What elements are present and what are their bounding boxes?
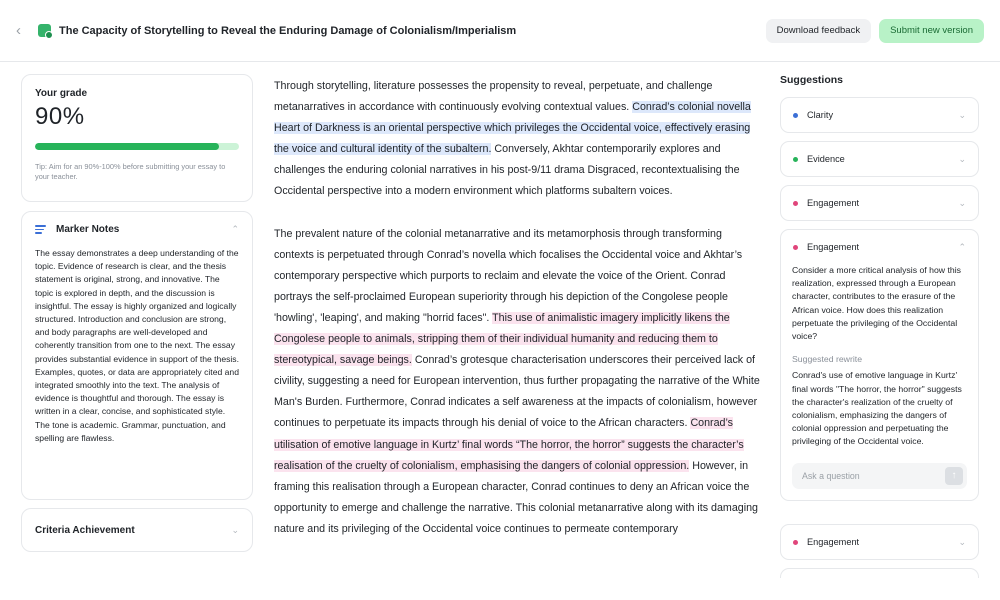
- suggestion-row[interactable]: [781, 230, 978, 264]
- suggestion-engagement-2[interactable]: [780, 524, 979, 560]
- chevron-up-icon[interactable]: ⌃: [958, 241, 966, 252]
- suggested-rewrite: Conrad's use of emotive language in Kurtz' final words "The horror, the horror" suggests the character's realization of the cruelty of colonialism, emphasizing the dangers of colonial oppression and perpetuating the privileging of the Occidental voice.: [792, 370, 962, 447]
- page-title: The Capacity of Storytelling to Reveal the Enduring Damage of Colonialism/Imperialism: [59, 24, 517, 37]
- dot-icon: [793, 157, 798, 162]
- chevron-down-icon[interactable]: ⌄: [231, 524, 239, 535]
- suggestion-evidence[interactable]: [780, 141, 979, 177]
- criteria-title: Criteria Achievement: [35, 524, 135, 536]
- document-icon: [38, 24, 51, 37]
- rewrite-label: Suggested rewrite: [792, 354, 863, 365]
- grade-card: [21, 74, 253, 202]
- send-arrow-icon[interactable]: ↑: [945, 467, 963, 485]
- suggestion-body: [781, 264, 978, 500]
- essay-text-segment: Through storytelling, literature possesses the propensity to reveal, perpetuate, and challenge metanarratives in accordance with continuously evolving contextual values.: [274, 80, 713, 114]
- suggestion-row[interactable]: [781, 186, 978, 220]
- dot-icon: [793, 113, 798, 118]
- dot-icon: [793, 540, 798, 545]
- notes-icon: [35, 225, 46, 234]
- download-feedback-button[interactable]: Download feedback: [766, 19, 871, 43]
- suggestion-card-partial: [780, 568, 979, 578]
- ask-question-input[interactable]: [802, 471, 945, 481]
- criteria-achievement-card[interactable]: [21, 508, 253, 552]
- marker-notes-title: Marker Notes: [56, 224, 120, 235]
- chevron-left-icon[interactable]: ‹: [16, 21, 21, 39]
- suggestion-question: Consider a more critical analysis of how this realization, expressed through a European character, contributes to the erasure of the African voice. How does this realization perpetuate the privileging of the Occidental voice?: [792, 265, 961, 342]
- suggestion-label: Clarity: [807, 110, 834, 120]
- essay-text: [274, 76, 760, 574]
- header-actions: [766, 19, 984, 43]
- highlight-engagement[interactable]: Conrad’s utilisation of emotive language in Kurtz’ final words “The horror, the horror” suggests the character’s realisation of the cruelty of colonialism, emphasising the dangers of colonial oppression.: [274, 417, 744, 472]
- chevron-down-icon[interactable]: ⌄: [958, 197, 966, 208]
- chevron-down-icon[interactable]: ⌄: [958, 536, 966, 547]
- grade-label: Your grade: [35, 88, 88, 99]
- grade-progress-fill: [35, 143, 219, 150]
- top-bar: [0, 0, 1000, 62]
- chevron-down-icon[interactable]: ⌄: [958, 109, 966, 120]
- suggestion-label: Engagement: [807, 537, 860, 547]
- suggestion-label: Engagement: [807, 242, 860, 252]
- essay-text-segment: However, in framing this realisation through a European character, Conrad continues to deny an African voice the opportunity to emerge and challenge the narrative. This colonial metanarrative along with its damaging nature and its privileging of the Occidental voice continues to permeate contemporary: [274, 459, 758, 535]
- suggestion-engagement[interactable]: [780, 185, 979, 221]
- marker-notes-body: The essay demonstrates a deep understanding of the topic. Evidence of research is clear, and the thesis statement is original, strong, and innovative. The topic is explored in depth, and the discussion is insightful. The essay is highly organized and logically structured. Introduction and conclusion are strong, and body paragraphs are well-developed and coherently transition from one to the next. The essay provides substantial evidence in support of the thesis. Examples, quotes, or data are appropriately cited and integrated smoothly into the text. The analysis of evidence is thoughtful and thorough. The essay is written in a clear, concise, and sophisticated style. The tone is academic. Grammar, punctuation, and spelling are flawless.: [35, 248, 239, 443]
- grade-value: 90%: [35, 103, 85, 130]
- grade-progress-bar: [35, 143, 239, 150]
- essay-text-segment: The prevalent nature of the colonial metanarrative and its metamorphosis through transforming contexts is perpetuated through Conrad’s novella which focalises the Occidental voice and Akhtar’s contemporary perspective which purports to reclaim and elevate the voice of the Orient. Conrad portrays the self-proclaimed European superiority through his depiction of the Congolese people 'howling', 'leaping', and making "horrid faces".: [274, 227, 743, 324]
- marker-notes-card: [21, 211, 253, 500]
- suggestion-engagement-expanded: [780, 229, 979, 501]
- suggestion-row[interactable]: [781, 98, 978, 132]
- suggestion-row[interactable]: [781, 142, 978, 176]
- grade-tip: Tip: Aim for an 90%-100% before submitting your essay to your teacher.: [35, 162, 226, 181]
- dot-icon: [793, 245, 798, 250]
- marker-notes-header[interactable]: [35, 224, 239, 235]
- essay-paragraph: [274, 224, 760, 540]
- suggestion-clarity[interactable]: [780, 97, 979, 133]
- submit-new-version-button[interactable]: Submit new version: [879, 19, 984, 43]
- ask-question-box: [792, 463, 967, 489]
- chevron-down-icon[interactable]: ⌄: [958, 153, 966, 164]
- highlight-clarity[interactable]: Conrad’s colonial novella Heart of Darkness is an oriental perspective which privileges the Occidental voice, effectively erasing the voice and cultural identity of the subaltern.: [274, 101, 751, 156]
- highlight-engagement[interactable]: This use of animalistic imagery implicitly likens the Congolese people to animals, stripping them of their individual humanity and reducing them to stereotypical, savage beings.: [274, 311, 730, 367]
- essay-text-segment: Conrad’s grotesque characterisation underscores their perceived lack of civility, suggesting a need for European intervention, thus further propagating the narrative of the White Man's Burden. Furthermore, Conrad indicates a self awareness at the impacts of colonialism, however continues to perpetuate its impacts through his denial of voice to the African characters.: [274, 354, 760, 430]
- essay-text-segment: Conversely, Akhtar contemporarily explores and challenges the enduring colonial narratives in his post-9/11 drama Disgraced, recontextualising the Occidental perspective into a modern environment which platforms subaltern voices.: [274, 143, 740, 198]
- suggestion-row[interactable]: [781, 525, 978, 559]
- suggestions-title: Suggestions: [780, 74, 844, 86]
- essay-paragraph: [274, 76, 760, 203]
- dot-icon: [793, 201, 798, 206]
- suggestion-label: Engagement: [807, 198, 860, 208]
- chevron-up-icon[interactable]: ⌃: [231, 224, 239, 234]
- suggestion-label: Evidence: [807, 154, 845, 164]
